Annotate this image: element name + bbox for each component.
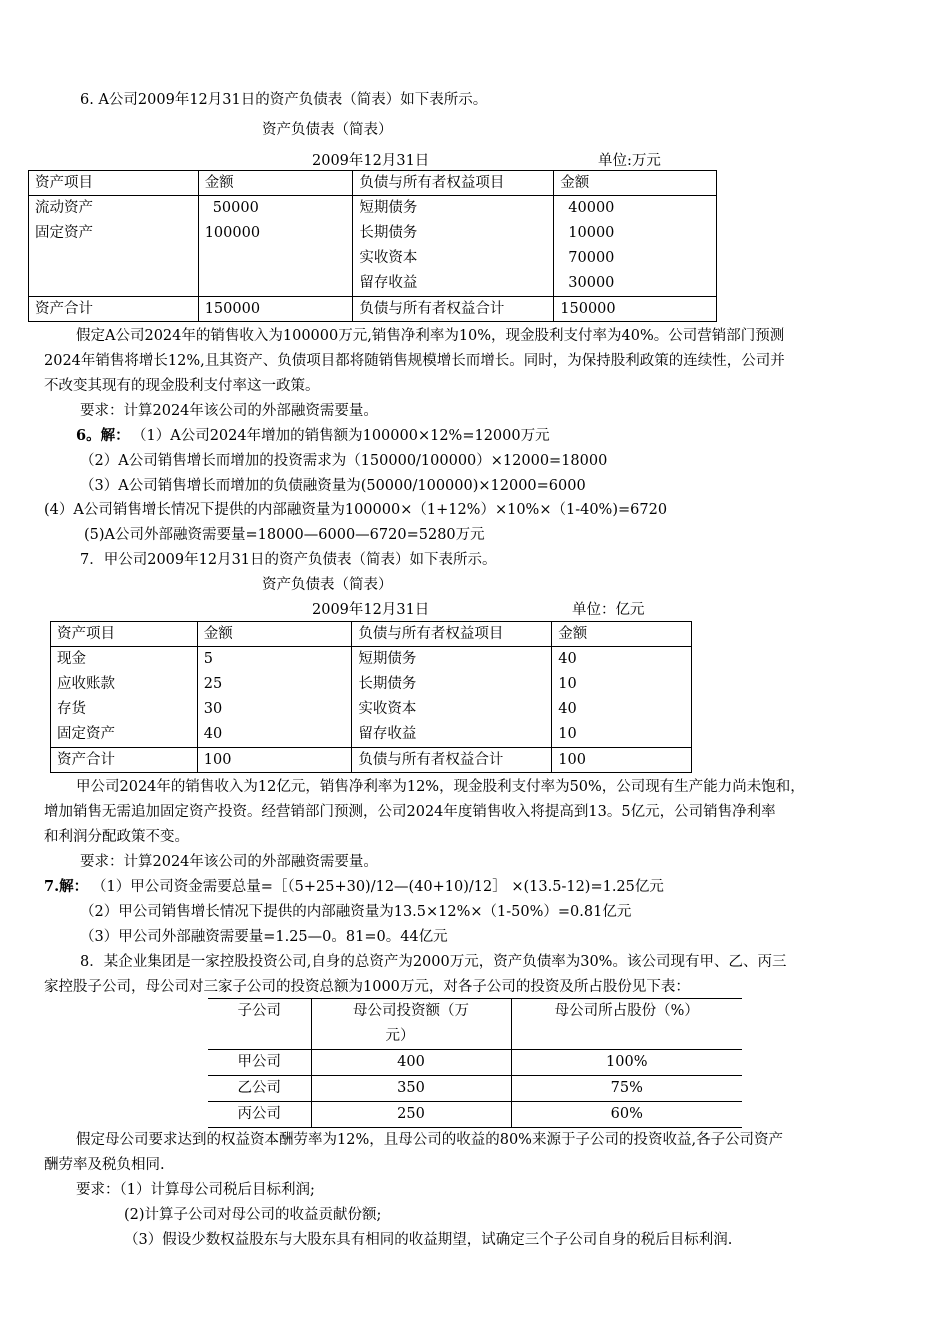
asset-item: 流动资产 bbox=[35, 200, 93, 216]
header-cell: 母公司所占股份（%） bbox=[511, 999, 742, 1050]
asset-amount: 50000 bbox=[212, 200, 259, 216]
table-total-row bbox=[29, 297, 717, 322]
header-cell bbox=[311, 999, 511, 1050]
q7-body-line: 和利润分配政策不变。 bbox=[44, 829, 189, 845]
liability-amount: 40 bbox=[558, 651, 577, 667]
q8-requirement-line: (2)计算子公司对母公司的收益贡献份额; bbox=[124, 1207, 382, 1223]
share-percent: 100% bbox=[511, 1050, 742, 1076]
liability-amount: 70000 bbox=[568, 250, 615, 266]
q6-table-unit: 单位:万元 bbox=[598, 153, 661, 169]
table-header-row bbox=[29, 171, 717, 196]
q8-body-line: 酬劳率及税负相同. bbox=[44, 1157, 165, 1173]
investment-amount: 400 bbox=[311, 1050, 511, 1076]
liability-amount: 10 bbox=[558, 676, 577, 692]
table-row bbox=[208, 1076, 742, 1102]
liability-item: 实收资本 bbox=[358, 701, 417, 717]
q6-answer-line: （1）A公司2024年增加的销售额为100000×12%=12000万元 bbox=[132, 428, 550, 444]
liability-amounts-cell bbox=[554, 196, 717, 297]
q6-answer-line: (4）A公司销售增长情况下提供的内部融资量为100000×（1+12%）×10%×（1-40%)=6720 bbox=[44, 502, 668, 518]
liability-amount: 40 bbox=[558, 701, 577, 717]
table-total-row bbox=[51, 748, 692, 773]
q8-requirement-line: （3）假设少数权益股东与大股东具有相同的收益期望，试确定三个子公司自身的税后目标利润. bbox=[124, 1232, 733, 1248]
asset-amount: 40 bbox=[203, 726, 223, 742]
subsidiary-name: 乙公司 bbox=[208, 1076, 311, 1102]
liability-item: 实收资本 bbox=[359, 250, 418, 266]
q7-table-title: 资产负债表（简表） bbox=[262, 577, 393, 593]
q8-requirement-line: 要求：（1）计算母公司税后目标利润; bbox=[76, 1182, 315, 1198]
subsidiary-name: 丙公司 bbox=[208, 1102, 311, 1128]
liability-amount: 10000 bbox=[568, 225, 615, 241]
q6-intro: 6. A公司2009年12月31日的资产负债表（简表）如下表所示。 bbox=[80, 92, 488, 108]
table-row bbox=[208, 1102, 742, 1128]
header-cell: 金额 bbox=[552, 622, 692, 647]
liability-item: 短期债务 bbox=[358, 651, 417, 667]
q8-body-line: 8．某企业集团是一家控股投资公司,自身的总资产为2000万元，资产负债率为30%。该公司现有甲、乙、丙三 bbox=[80, 954, 787, 970]
q6-table-title: 资产负债表（简表） bbox=[262, 122, 393, 138]
q6-body-line: 2024年销售将增长12%,且其资产、负债项目都将随销售规模增长而增长。同时，为保持股利政策的连续性，公司并 bbox=[44, 353, 785, 369]
asset-item: 存货 bbox=[57, 701, 86, 717]
total-cell: 150000 bbox=[554, 297, 717, 322]
asset-item: 应收账款 bbox=[57, 676, 115, 692]
q7-answer-line: （3）甲公司外部融资需要量=1.25—0。81=0。44亿元 bbox=[80, 929, 448, 945]
liability-amount: 40000 bbox=[568, 200, 615, 216]
liability-item: 短期债务 bbox=[359, 200, 418, 216]
asset-item: 固定资产 bbox=[57, 726, 115, 742]
header-cell: 负债与所有者权益项目 bbox=[353, 171, 554, 196]
q7-answer-label: 7.解： bbox=[44, 878, 89, 895]
asset-amounts-cell bbox=[198, 196, 353, 297]
q6-requirement: 要求：计算2024年该公司的外部融资需要量。 bbox=[80, 403, 378, 419]
header-cell-line: 母公司投资额（万 bbox=[353, 1003, 469, 1019]
header-cell: 子公司 bbox=[208, 999, 311, 1050]
share-percent: 75% bbox=[511, 1076, 742, 1102]
header-cell: 负债与所有者权益项目 bbox=[352, 622, 552, 647]
table-header-row bbox=[51, 622, 692, 647]
q6-body-line: 不改变其现有的现金股利支付率这一政策。 bbox=[44, 378, 320, 394]
table-row bbox=[208, 1050, 742, 1076]
q7-answer-line: （1）甲公司资金需要总量=［（5+25+30)/12—(40+10)/12］ ×(13.5-12)=1.25亿元 bbox=[92, 879, 664, 895]
header-cell: 资产项目 bbox=[29, 171, 199, 196]
q7-intro: 7．甲公司2009年12月31日的资产负债表（简表）如下表所示。 bbox=[80, 552, 497, 568]
liability-item: 留存收益 bbox=[358, 726, 417, 742]
asset-amount: 100000 bbox=[204, 225, 261, 241]
q7-table-unit: 单位：亿元 bbox=[572, 602, 645, 618]
header-cell: 金额 bbox=[197, 622, 352, 647]
q7-body-line: 增加销售无需追加固定资产投资。经营销部门预测，公司2024年度销售收入将提高到13。5亿元，公司销售净利率 bbox=[44, 804, 776, 820]
total-cell: 负债与所有者权益合计 bbox=[353, 297, 554, 322]
asset-amounts-cell bbox=[197, 647, 352, 748]
liability-item: 长期债务 bbox=[359, 225, 418, 241]
q7-requirement: 要求：计算2024年该公司的外部融资需要量。 bbox=[80, 854, 378, 870]
liability-amount: 30000 bbox=[568, 275, 615, 291]
investment-amount: 250 bbox=[311, 1102, 511, 1128]
q6-answer-label: 6。解： bbox=[76, 427, 130, 444]
header-cell: 资产项目 bbox=[51, 622, 198, 647]
q6-answer-line: （2）A公司销售增长而增加的投资需求为（150000/100000）×12000=18000 bbox=[80, 453, 608, 469]
asset-items-cell bbox=[29, 196, 199, 297]
q6-balance-sheet bbox=[28, 170, 717, 322]
total-cell: 100 bbox=[197, 748, 352, 773]
table-row bbox=[51, 647, 692, 748]
liability-amounts-cell bbox=[552, 647, 692, 748]
asset-amount: 25 bbox=[203, 676, 223, 692]
total-cell: 资产合计 bbox=[29, 297, 199, 322]
header-cell: 金额 bbox=[198, 171, 353, 196]
table-header-row bbox=[208, 999, 742, 1050]
q7-table-date: 2009年12月31日 bbox=[312, 602, 430, 618]
total-cell: 100 bbox=[552, 748, 692, 773]
total-cell: 负债与所有者权益合计 bbox=[352, 748, 552, 773]
q7-answer-line: （2）甲公司销售增长情况下提供的内部融资量为13.5×12%×（1-50%）=0.81亿元 bbox=[80, 904, 632, 920]
asset-item: 现金 bbox=[57, 651, 86, 667]
table-row bbox=[29, 196, 717, 297]
q8-body-line: 假定母公司要求达到的权益资本酬劳率为12%，且母公司的收益的80%来源于子公司的投资收益,各子公司资产 bbox=[76, 1132, 784, 1148]
q6-answer-line: （3）A公司销售增长而增加的负债融资量为(50000/100000)×12000=6000 bbox=[80, 478, 586, 494]
share-percent: 60% bbox=[511, 1102, 742, 1128]
q6-table-date: 2009年12月31日 bbox=[312, 153, 430, 169]
q6-answer-line: (5)A公司外部融资需要量=18000—6000—6720=5280万元 bbox=[84, 527, 485, 543]
total-cell: 资产合计 bbox=[51, 748, 198, 773]
investment-amount: 350 bbox=[311, 1076, 511, 1102]
q8-body-line: 家控股子公司，母公司对三家子公司的投资总额为1000万元，对各子公司的投资及所占股份见下表： bbox=[44, 979, 690, 995]
header-cell: 金额 bbox=[554, 171, 717, 196]
q7-body-line: 甲公司2024年的销售收入为12亿元，销售净利率为12%，现金股利支付率为50%，公司现有生产能力尚未饱和， bbox=[76, 779, 805, 795]
asset-amount: 5 bbox=[203, 651, 213, 667]
liability-items-cell bbox=[353, 196, 554, 297]
liability-item: 长期债务 bbox=[358, 676, 417, 692]
q7-balance-sheet bbox=[50, 621, 692, 773]
asset-item: 固定资产 bbox=[35, 225, 93, 241]
total-cell: 150000 bbox=[198, 297, 353, 322]
asset-amount: 30 bbox=[203, 701, 223, 717]
liability-items-cell bbox=[352, 647, 552, 748]
subsidiary-name: 甲公司 bbox=[208, 1050, 311, 1076]
asset-items-cell bbox=[51, 647, 198, 748]
liability-amount: 10 bbox=[558, 726, 577, 742]
liability-item: 留存收益 bbox=[359, 275, 418, 291]
q6-body-line: 假定A公司2024年的销售收入为100000万元,销售净利率为10%，现金股利支付率为40%。公司营销部门预测 bbox=[76, 328, 785, 344]
q8-subsidiary-table bbox=[208, 998, 742, 1128]
header-cell-line: 元） bbox=[385, 1028, 415, 1044]
